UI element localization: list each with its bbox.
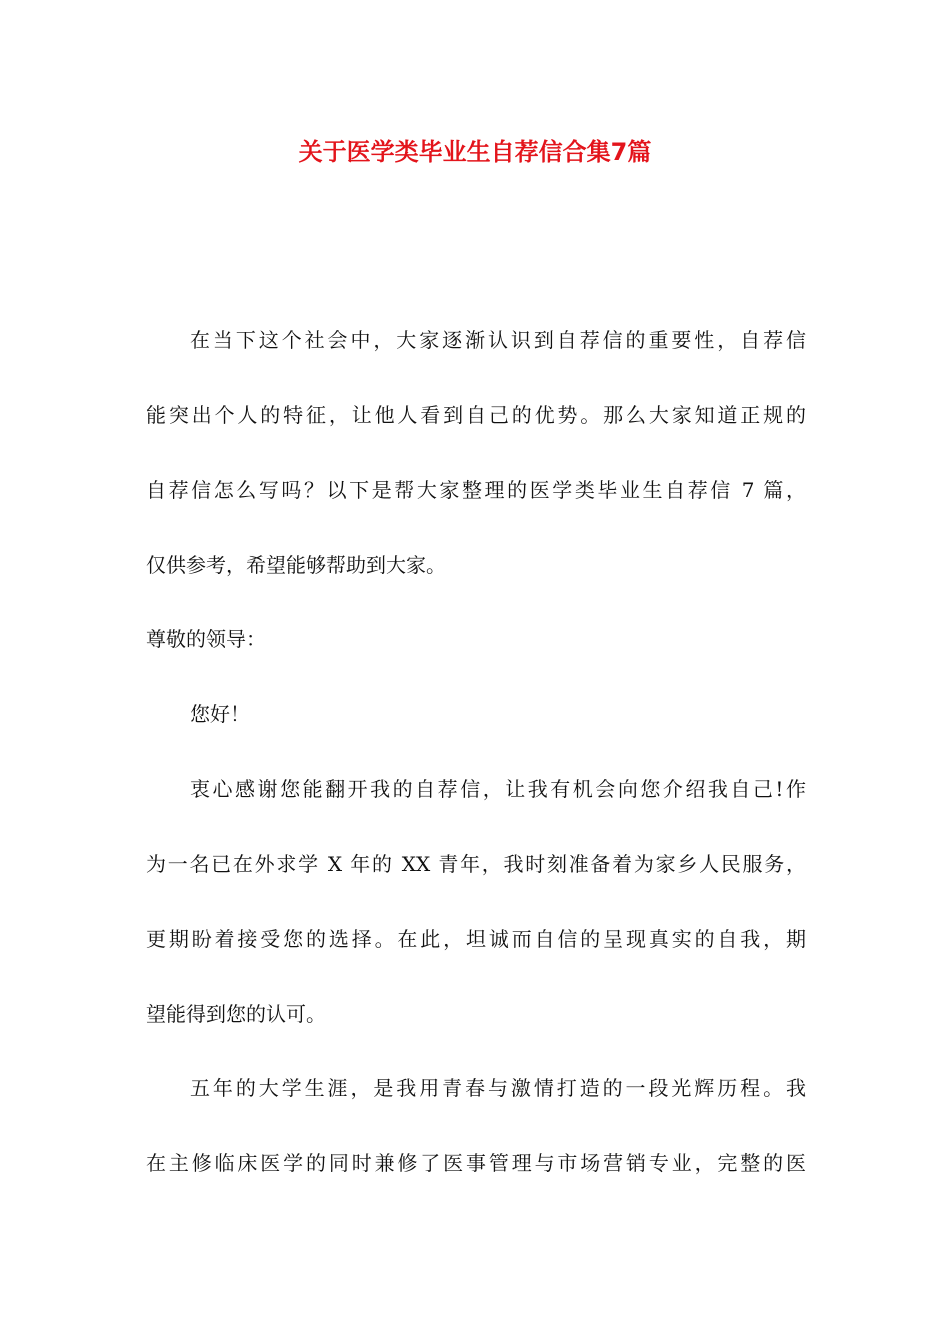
document-title: 关于医学类毕业生自荐信合集7篇 (298, 138, 652, 166)
paragraph-line: 为一名已在外求学 X 年的 XX 青年，我时刻准备着为家乡人民服务， (146, 852, 806, 876)
paragraph-line: 仅供参考，希望能够帮助到大家。 (146, 553, 446, 577)
paragraph-line: 在主修临床医学的同时兼修了医事管理与市场营销专业，完整的医 (146, 1151, 806, 1175)
greeting: 您好！ (190, 702, 250, 726)
salutation: 尊敬的领导： (146, 627, 266, 651)
paragraph-line: 五年的大学生涯，是我用青春与激情打造的一段光辉历程。我 (190, 1076, 806, 1100)
paragraph-line: 自荐信怎么写吗？以下是帮大家整理的医学类毕业生自荐信 7 篇， (146, 478, 806, 502)
paragraph-line: 望能得到您的认可。 (146, 1002, 326, 1026)
paragraph-line: 在当下这个社会中，大家逐渐认识到自荐信的重要性，自荐信 (190, 328, 806, 352)
paragraph-line: 能突出个人的特征，让他人看到自己的优势。那么大家知道正规的 (146, 403, 806, 427)
paragraph-line: 更期盼着接受您的选择。在此，坦诚而自信的呈现真实的自我，期 (146, 927, 806, 951)
paragraph-line: 衷心感谢您能翻开我的自荐信，让我有机会向您介绍我自己!作 (190, 777, 806, 801)
